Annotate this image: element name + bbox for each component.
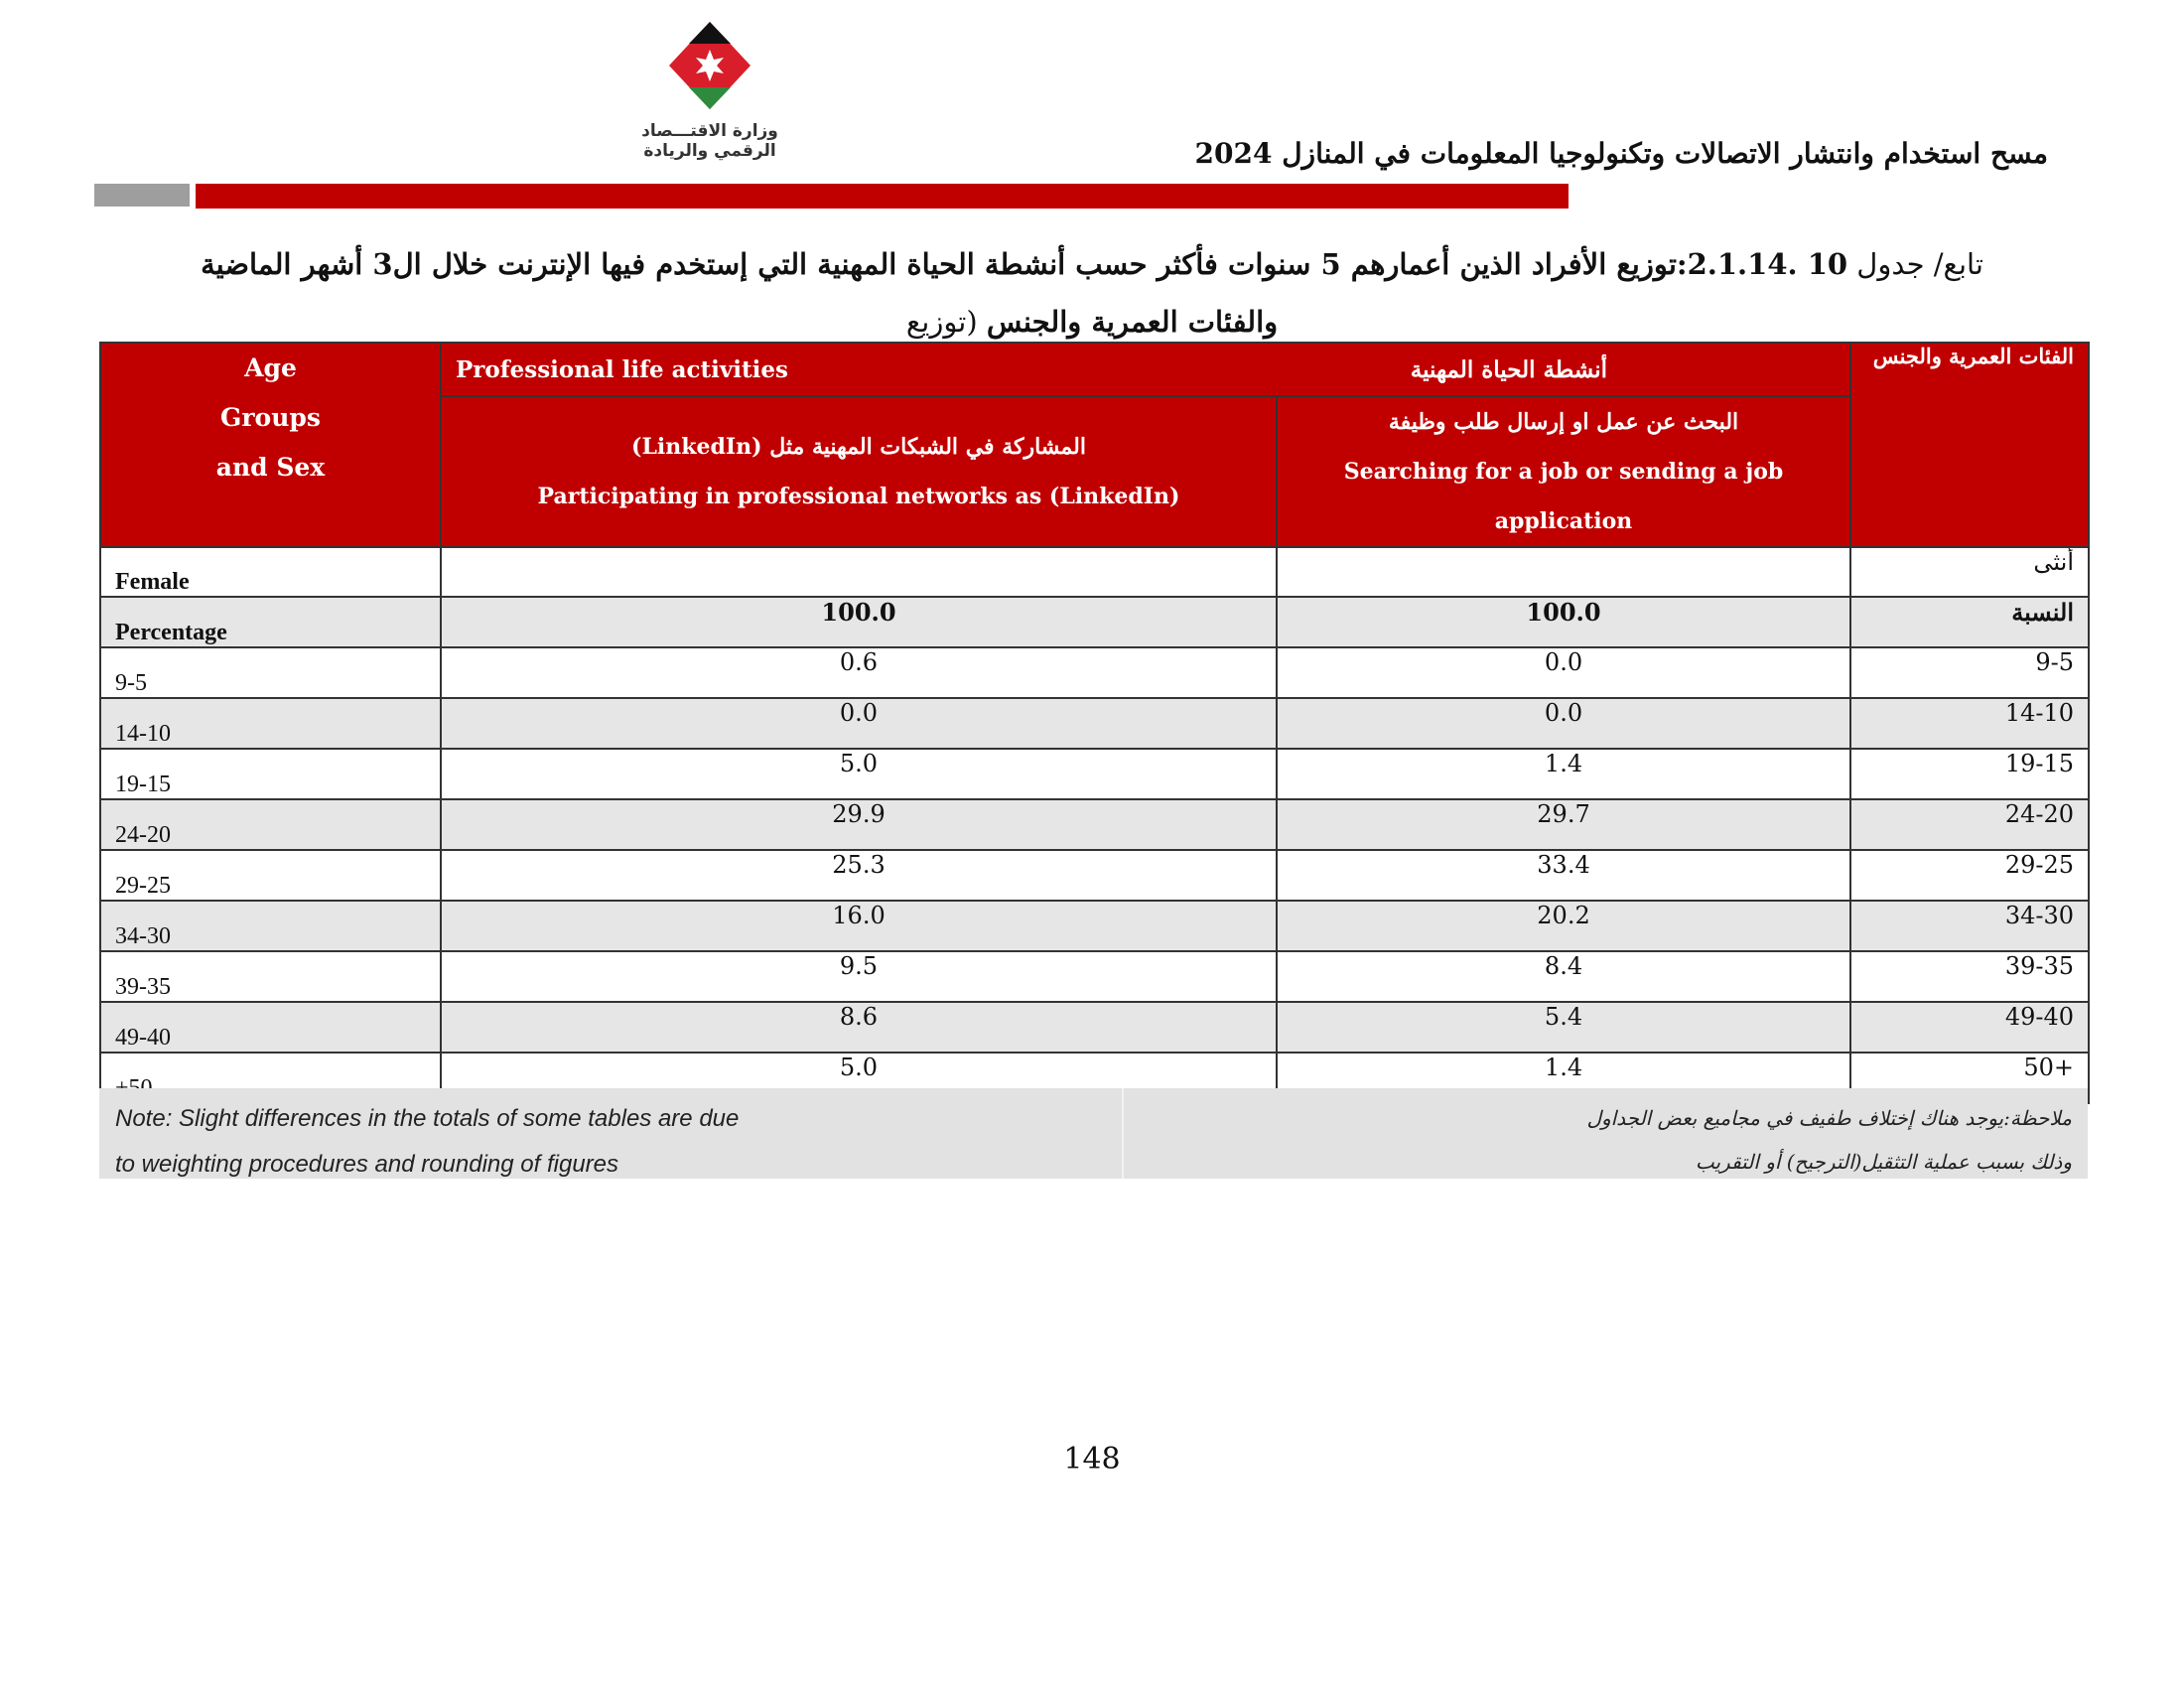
table-row — [100, 799, 2089, 850]
cell-job-search: 5.4 — [1277, 1002, 1850, 1053]
cell-job-search: 33.4 — [1277, 850, 1850, 901]
table-row — [100, 698, 2089, 749]
cell-job-search: 100.0 — [1277, 597, 1850, 647]
cell-job-search: 0.0 — [1277, 698, 1850, 749]
row-label-ar: +50 — [1850, 1053, 2089, 1103]
header-bar-red — [196, 184, 1569, 209]
row-label-en: Female — [100, 547, 441, 597]
note-en: Note: Slight differences in the totals of some tables are due to weighting procedures and rounding of figures — [115, 1105, 740, 1178]
table-row-female — [100, 547, 2089, 597]
row-label-en: 14-10 — [100, 698, 441, 749]
cell-linkedin: 5.0 — [441, 749, 1277, 799]
title-prefix: تابع/ جدول — [1847, 247, 1983, 281]
table-note — [99, 1088, 2088, 1179]
row-label-ar: 14-10 — [1850, 698, 2089, 749]
row-label-ar: 29-25 — [1850, 850, 2089, 901]
row-label-ar: 34-30 — [1850, 901, 2089, 951]
header-prof-ar: أنشطة الحياة المهنية — [1410, 355, 1608, 383]
cell-linkedin: 29.9 — [441, 799, 1277, 850]
empty-cell — [1277, 547, 1850, 597]
header-age-groups-ar: الفئات العمرية والجنس — [1850, 343, 2089, 547]
table-row — [100, 749, 2089, 799]
row-label-ar: أنثى — [1850, 547, 2089, 597]
table-row — [100, 647, 2089, 698]
row-label-en: 39-35 — [100, 951, 441, 1002]
cell-linkedin: 16.0 — [441, 901, 1277, 951]
cell-linkedin: 0.0 — [441, 698, 1277, 749]
table-row — [100, 1002, 2089, 1053]
note-divider — [1122, 1088, 1124, 1179]
cell-linkedin: 25.3 — [441, 850, 1277, 901]
survey-title: مسح استخدام وانتشار الاتصالات وتكنولوجيا المعلومات في المنازل 2024 — [1194, 137, 2048, 170]
table-number: 10 .2.1.14 — [1687, 247, 1848, 281]
cell-job-search: 20.2 — [1277, 901, 1850, 951]
table-row — [100, 850, 2089, 901]
row-label-en: Percentage — [100, 597, 441, 647]
row-label-ar: 9-5 — [1850, 647, 2089, 698]
cell-linkedin: 9.5 — [441, 951, 1277, 1002]
header-job-search: البحث عن عمل او إرسال طلب وظيفة Searching for a job or sending a job application — [1277, 396, 1850, 547]
row-label-ar: النسبة — [1850, 597, 2089, 647]
page-number: 148 — [1063, 1442, 1121, 1477]
cell-job-search: 1.4 — [1277, 1053, 1850, 1103]
row-label-ar: 24-20 — [1850, 799, 2089, 850]
cell-linkedin: 8.6 — [441, 1002, 1277, 1053]
title-text: :توزيع الأفراد الذين أعمارهم 5 سنوات فأكثر حسب أنشطة الحياة المهنية التي إستخدم فيها الإنترنت خلال ال3 أشهر الماضية والفئات العمرية والجنس — [201, 247, 1688, 339]
cell-job-search: 0.0 — [1277, 647, 1850, 698]
logo-line-2: الرقمي والريادة — [643, 141, 776, 161]
table-row-percentage — [100, 597, 2089, 647]
data-table — [99, 342, 2090, 1104]
logo-line-1: وزارة الاقتـــصاد — [641, 121, 778, 141]
ministry-logo — [635, 18, 784, 162]
jordan-emblem-icon — [665, 18, 754, 117]
table-row — [100, 951, 2089, 1002]
header-prof-en: Professional life activities — [456, 355, 788, 383]
cell-linkedin: 5.0 — [441, 1053, 1277, 1103]
row-label-ar: 39-35 — [1850, 951, 2089, 1002]
title-suffix: (توزيع — [905, 305, 987, 339]
cell-job-search: 1.4 — [1277, 749, 1850, 799]
header-bar-gray — [94, 184, 190, 207]
header-professional-activities — [441, 343, 1850, 396]
row-label-en: 9-5 — [100, 647, 441, 698]
row-label-en: 29-25 — [100, 850, 441, 901]
header-linkedin: المشاركة في الشبكات المهنية مثل (LinkedIn) Participating in professional networks as (LinkedIn) — [441, 396, 1277, 547]
row-label-en: 49-40 — [100, 1002, 441, 1053]
cell-job-search: 8.4 — [1277, 951, 1850, 1002]
row-label-ar: 49-40 — [1850, 1002, 2089, 1053]
cell-linkedin: 100.0 — [441, 597, 1277, 647]
row-label-en: 34-30 — [100, 901, 441, 951]
table-row — [100, 901, 2089, 951]
row-label-en: 24-20 — [100, 799, 441, 850]
empty-cell — [441, 547, 1277, 597]
cell-job-search: 29.7 — [1277, 799, 1850, 850]
row-label-ar: 19-15 — [1850, 749, 2089, 799]
header-age-groups-en: Age Groups and Sex — [100, 343, 441, 547]
row-label-en: 19-15 — [100, 749, 441, 799]
note-ar: ملاحظة:يوجد هناك إختلاف طفيف في مجاميع بعض الجداول وذلك بسبب عملية التثقيل(الترجيح) أو التقريب — [1586, 1106, 2072, 1174]
cell-linkedin: 0.6 — [441, 647, 1277, 698]
